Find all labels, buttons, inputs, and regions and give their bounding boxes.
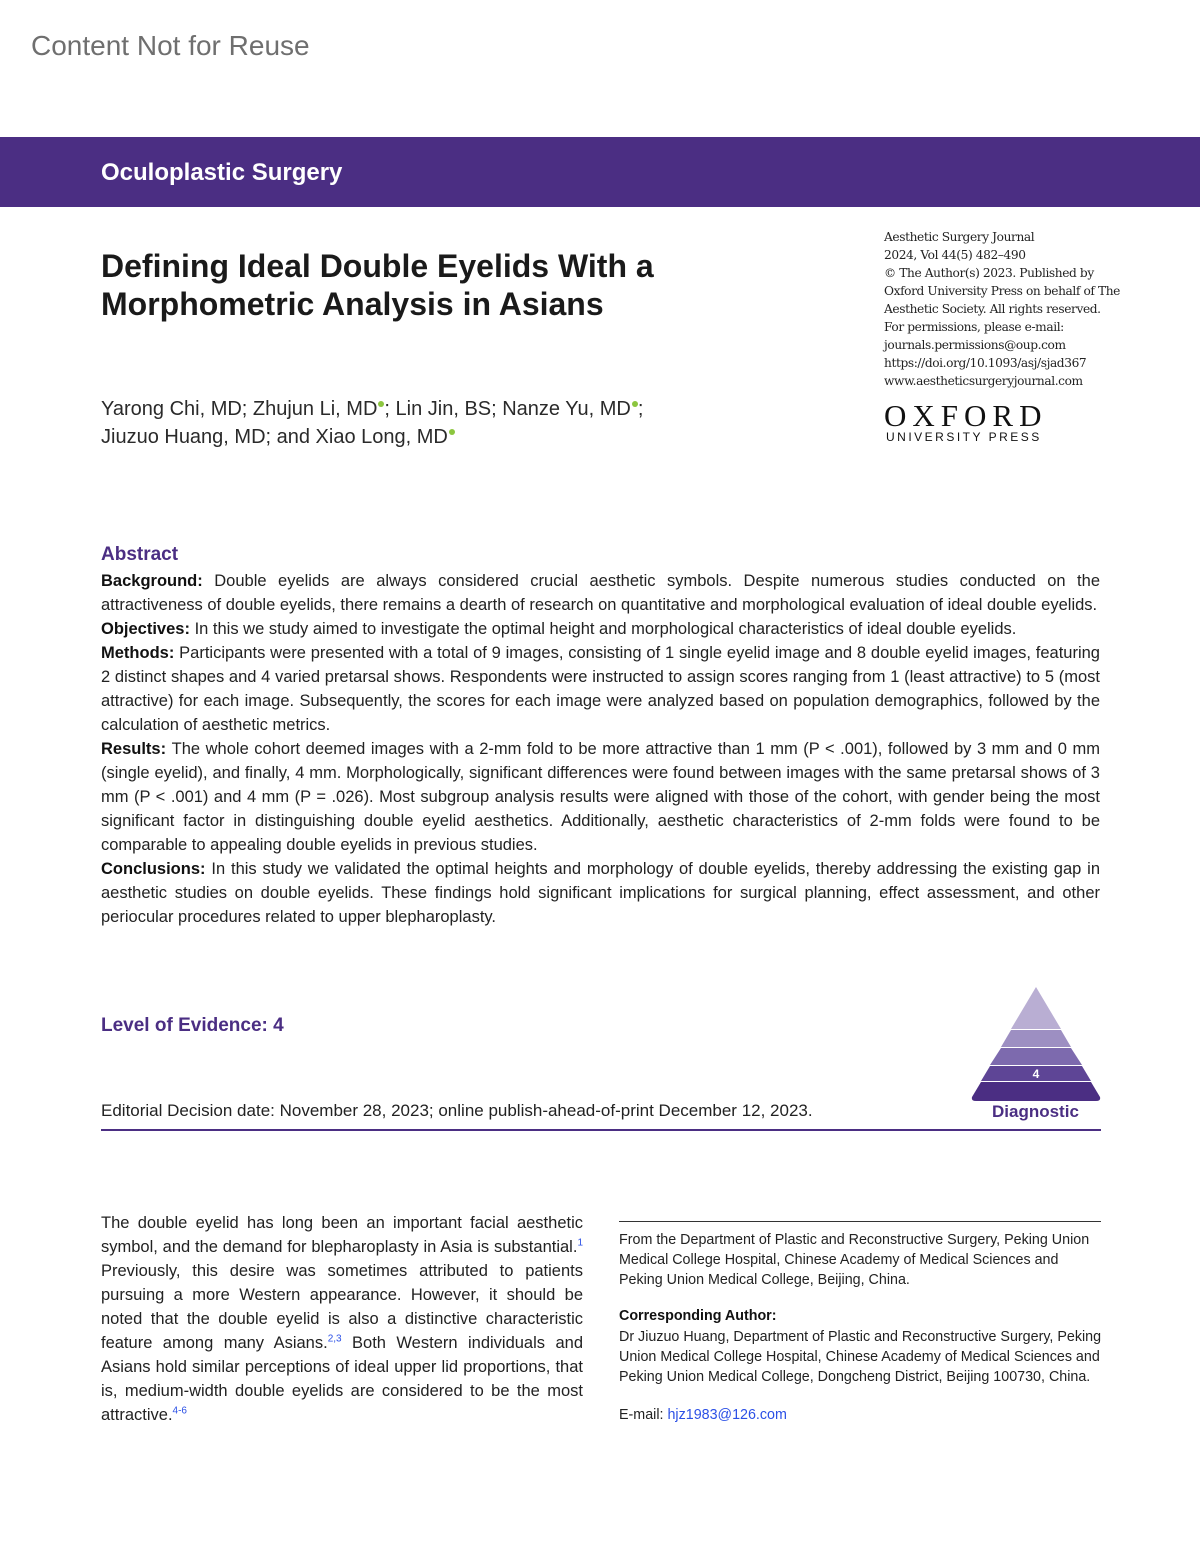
divider: [619, 1221, 1101, 1222]
abstract-heading: Abstract: [101, 544, 179, 565]
pyramid-tier: [1011, 987, 1061, 1029]
intro-text: Both Western individuals and Asians hold similar perceptions of ideal upper lid proportions, that is, medium-width double eyelids are considered to be the most attractive.: [101, 1334, 583, 1424]
affiliation: From the Department of Plastic and Reconstructive Surgery, Peking Union Medical College Hospital, Chinese Academy of Medical Sciences and Peking Union Medical College, Beijing, China.: [619, 1232, 1090, 1288]
abstract-objectives: [101, 617, 1100, 641]
journal-info-line: For permissions, please e-mail:: [884, 320, 1064, 334]
author-text: Yarong Chi, MD; Zhujun Li, MD: [101, 398, 378, 420]
journal-info-line: Aesthetic Surgery Journal: [884, 230, 1035, 244]
journal-info-line: 2024, Vol 44(5) 482–490: [884, 248, 1026, 262]
permissions-email-link[interactable]: journals.permissions@oup.com: [884, 338, 1066, 352]
journal-info-line: © The Author(s) 2023. Published by: [884, 266, 1094, 280]
abstract-conclusions: [101, 857, 1100, 929]
citation-link[interactable]: 4-6: [172, 1405, 187, 1417]
journal-website-link[interactable]: www.aestheticsurgeryjournal.com: [884, 374, 1083, 388]
abstract-background: [101, 569, 1100, 617]
author-text: ;: [637, 398, 644, 420]
corresponding-author-address: Dr Jiuzuo Huang, Department of Plastic and Reconstructive Surgery, Peking Union Medical College Hospital, Chinese Academy of Medical Sciences and Peking Union Medical College, Dongcheng District, Beijing 100730, China.: [619, 1329, 1102, 1385]
abstract-label: Conclusions:: [101, 860, 206, 878]
article-title: Defining Ideal Double Eyelids With a Morphometric Analysis in Asians: [101, 248, 654, 322]
citation-link[interactable]: 2,3: [327, 1333, 342, 1345]
abstract-label: Results:: [101, 740, 167, 758]
author-text: Jiuzuo Huang, MD; and Xiao Long, MD: [101, 426, 448, 448]
intro-text: The double eyelid has long been an important facial aesthetic symbol, and the demand for blepharoplasty in Asia is substantial.: [101, 1214, 583, 1256]
abstract-text: In this study we validated the optimal heights and morphology of double eyelids, thereby addressing the existing gap in aesthetic studies on double eyelids. These findings hold significant implications for surgical planning, effect assessment, and other periocular procedures related to upper blepharoplasty.: [101, 860, 1100, 926]
abstract-methods: [101, 641, 1100, 737]
pyramid-tier: [1001, 1030, 1071, 1047]
evidence-type-label: Diagnostic: [992, 1102, 1079, 1121]
abstract-label: Methods:: [101, 644, 175, 662]
pyramid-level-number: 4: [1032, 1067, 1040, 1081]
oxford-logo: OXFORD: [884, 398, 1048, 433]
email-link[interactable]: hjz1983@126.com: [667, 1407, 787, 1423]
journal-info-line: Oxford University Press on behalf of The: [884, 284, 1120, 298]
doi-link[interactable]: https://doi.org/10.1093/asj/sjad367: [884, 356, 1087, 370]
abstract-text: Participants were presented with a total of 9 images, consisting of 1 single eyelid image and 8 double eyelid images, featuring 2 distinct shapes and 4 varied pretarsal shows. Respondents were instructed to assign scores ranging from 1 (least attractive) to 5 (most attractive) for each image. Subsequently, the scores for each image were analyzed based on population demographics, followed by the calculation of aesthetic metrics.: [101, 644, 1100, 734]
divider: [101, 1129, 1101, 1131]
abstract-label: Objectives:: [101, 620, 190, 638]
evidence-pyramid-icon: [970, 985, 1102, 1105]
abstract-text: Double eyelids are always considered crucial aesthetic symbols. Despite numerous studies conducted on the attractiveness of double eyelids, there remains a dearth of research on quantitative and morphological evaluation of ideal double eyelids.: [101, 572, 1100, 614]
citation-link[interactable]: 1: [577, 1237, 583, 1249]
editorial-decision: Editorial Decision date: November 28, 2023; online publish-ahead-of-print December 12, 2023.: [101, 1101, 813, 1120]
abstract-text: The whole cohort deemed images with a 2-mm fold to be more attractive than 1 mm (P < .001), followed by 3 mm and 0 mm (single eyelid), and finally, 4 mm. Morphologically, significant differences were found between images with the same pretarsal shows of 3 mm (P < .001) and 4 mm (P = .026). Most subgroup analysis results were aligned with those of the cohort, with gender being the most significant factor in distinguishing double eyelid aesthetics. Additionally, aesthetic characteristics of 2-mm folds were found to be comparable to appealing double eyelids in previous studies.: [101, 740, 1100, 854]
email-label: E-mail:: [619, 1407, 668, 1423]
journal-info: [884, 228, 1124, 390]
pyramid-tier: [972, 1082, 1100, 1101]
orcid-icon[interactable]: [449, 429, 455, 435]
section-label: Oculoplastic Surgery: [101, 159, 343, 186]
author-text: ; Lin Jin, BS; Nanze Yu, MD: [384, 398, 631, 420]
journal-info-line: Aesthetic Society. All rights reserved.: [884, 302, 1101, 316]
abstract-body: [101, 569, 1100, 929]
intro-text: Previously, this desire was sometimes attributed to patients pursuing a more Western appearance. However, it should be noted that the double eyelid is also a distinctive characteristic feature among many Asians.: [101, 1262, 583, 1352]
abstract-text: In this we study aimed to investigate the optimal height and morphological characteristics of ideal double eyelids.: [194, 620, 1017, 638]
corresponding-author-heading: Corresponding Author:: [619, 1308, 777, 1324]
intro-paragraph: [101, 1211, 583, 1427]
abstract-results: [101, 737, 1100, 857]
level-of-evidence-label: Level of Evidence: 4: [101, 1015, 284, 1036]
oxford-logo-subtitle: UNIVERSITY PRESS: [886, 430, 1042, 444]
abstract-label: Background:: [101, 572, 203, 590]
watermark-text: Content Not for Reuse: [31, 30, 310, 61]
pyramid-tier: [990, 1048, 1082, 1065]
author-list: [101, 395, 821, 451]
email-line: [619, 1407, 787, 1423]
